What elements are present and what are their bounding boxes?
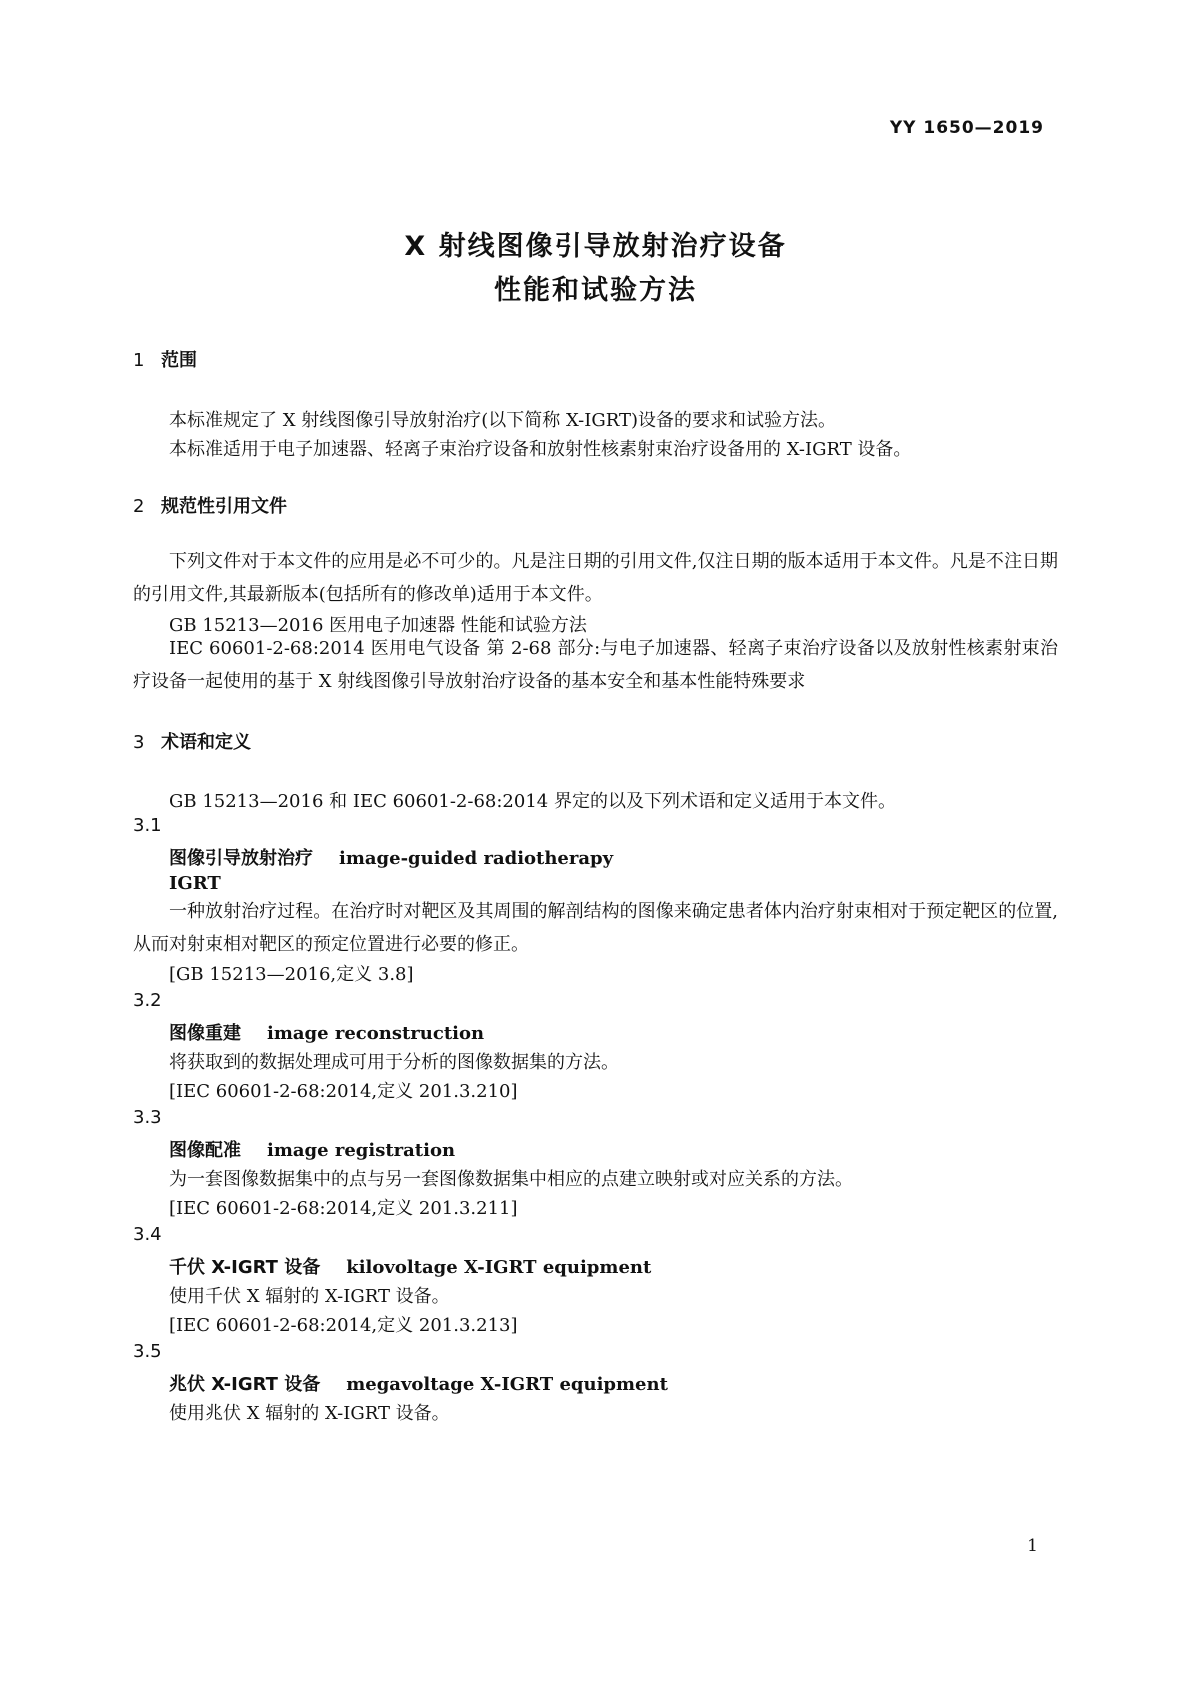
term-source: [IEC 60601-2-68:2014,定义 201.3.213] <box>169 1315 518 1336</box>
section-title: 范围 <box>161 350 197 371</box>
page-number: 1 <box>1027 1536 1038 1556</box>
term-english: kilovoltage X-IGRT equipment <box>346 1257 652 1278</box>
term-english: megavoltage X-IGRT equipment <box>346 1374 668 1395</box>
term-chinese: 图像重建 <box>169 1023 241 1044</box>
section-number: 3 <box>133 732 145 753</box>
section-1-paragraph-1: 本标准规定了 X 射线图像引导放射治疗(以下简称 X-IGRT)设备的要求和试验方法。 <box>169 410 837 431</box>
term-definition: 为一套图像数据集中的点与另一套图像数据集中相应的点建立映射或对应关系的方法。 <box>169 1169 853 1190</box>
term-english: image reconstruction <box>267 1023 485 1044</box>
document-code: YY 1650—2019 <box>889 118 1044 138</box>
term-heading <box>169 844 613 870</box>
section-title: 规范性引用文件 <box>161 496 287 517</box>
term-heading <box>169 1370 668 1396</box>
term-english: image registration <box>267 1140 456 1161</box>
section-number: 2 <box>133 496 145 517</box>
section-2-heading <box>133 492 287 518</box>
section-title: 术语和定义 <box>161 732 251 753</box>
term-heading <box>169 1019 484 1045</box>
normative-reference-2: IEC 60601-2-68:2014 医用电气设备 第 2-68 部分:与电子加速器、轻离子束治疗设备以及放射性核素射束治疗设备一起使用的基于 X 射线图像引导放射治疗设备的基本安全和基本性能特殊要求 <box>133 638 1058 692</box>
term-definition: 使用千伏 X 辐射的 X-IGRT 设备。 <box>169 1286 450 1307</box>
term-chinese: 兆伏 X-IGRT 设备 <box>169 1374 321 1395</box>
term-heading <box>169 1136 455 1162</box>
clause-number: 3.5 <box>133 1341 162 1362</box>
term-english: image-guided radiotherapy <box>339 848 614 869</box>
title-line-2: 性能和试验方法 <box>494 275 697 306</box>
section-1-heading <box>133 346 197 372</box>
term-chinese: 千伏 X-IGRT 设备 <box>169 1257 321 1278</box>
section-2-paragraph-1: 下列文件对于本文件的应用是必不可少的。凡是注日期的引用文件,仅注日期的版本适用于本文件。凡是不注日期的引用文件,其最新版本(包括所有的修改单)适用于本文件。 <box>133 551 1058 605</box>
term-source: [IEC 60601-2-68:2014,定义 201.3.210] <box>169 1081 518 1102</box>
section-3-intro: GB 15213—2016 和 IEC 60601-2-68:2014 界定的以及下列术语和定义适用于本文件。 <box>169 791 896 812</box>
term-source: [GB 15213—2016,定义 3.8] <box>169 964 414 985</box>
term-chinese: 图像配准 <box>169 1140 241 1161</box>
term-definition: 将获取到的数据处理成可用于分析的图像数据集的方法。 <box>169 1052 619 1073</box>
term-heading <box>169 1253 651 1279</box>
section-number: 1 <box>133 350 145 371</box>
clause-number: 3.2 <box>133 990 162 1011</box>
clause-number: 3.4 <box>133 1224 162 1245</box>
section-1-paragraph-2: 本标准适用于电子加速器、轻离子束治疗设备和放射性核素射束治疗设备用的 X-IGRT 设备。 <box>169 439 912 460</box>
section-3-heading <box>133 728 251 754</box>
term-abbreviation: IGRT <box>169 873 221 894</box>
clause-number: 3.3 <box>133 1107 162 1128</box>
term-definition: 一种放射治疗过程。在治疗时对靶区及其周围的解剖结构的图像来确定患者体内治疗射束相对于预定靶区的位置,从而对射束相对靶区的预定位置进行必要的修正。 <box>133 901 1058 955</box>
title-line-1: X 射线图像引导放射治疗设备 <box>404 231 787 262</box>
term-definition: 使用兆伏 X 辐射的 X-IGRT 设备。 <box>169 1403 450 1424</box>
term-chinese: 图像引导放射治疗 <box>169 848 313 869</box>
term-source: [IEC 60601-2-68:2014,定义 201.3.211] <box>169 1198 518 1219</box>
normative-reference-1: GB 15213—2016 医用电子加速器 性能和试验方法 <box>169 615 587 636</box>
clause-number: 3.1 <box>133 815 162 836</box>
